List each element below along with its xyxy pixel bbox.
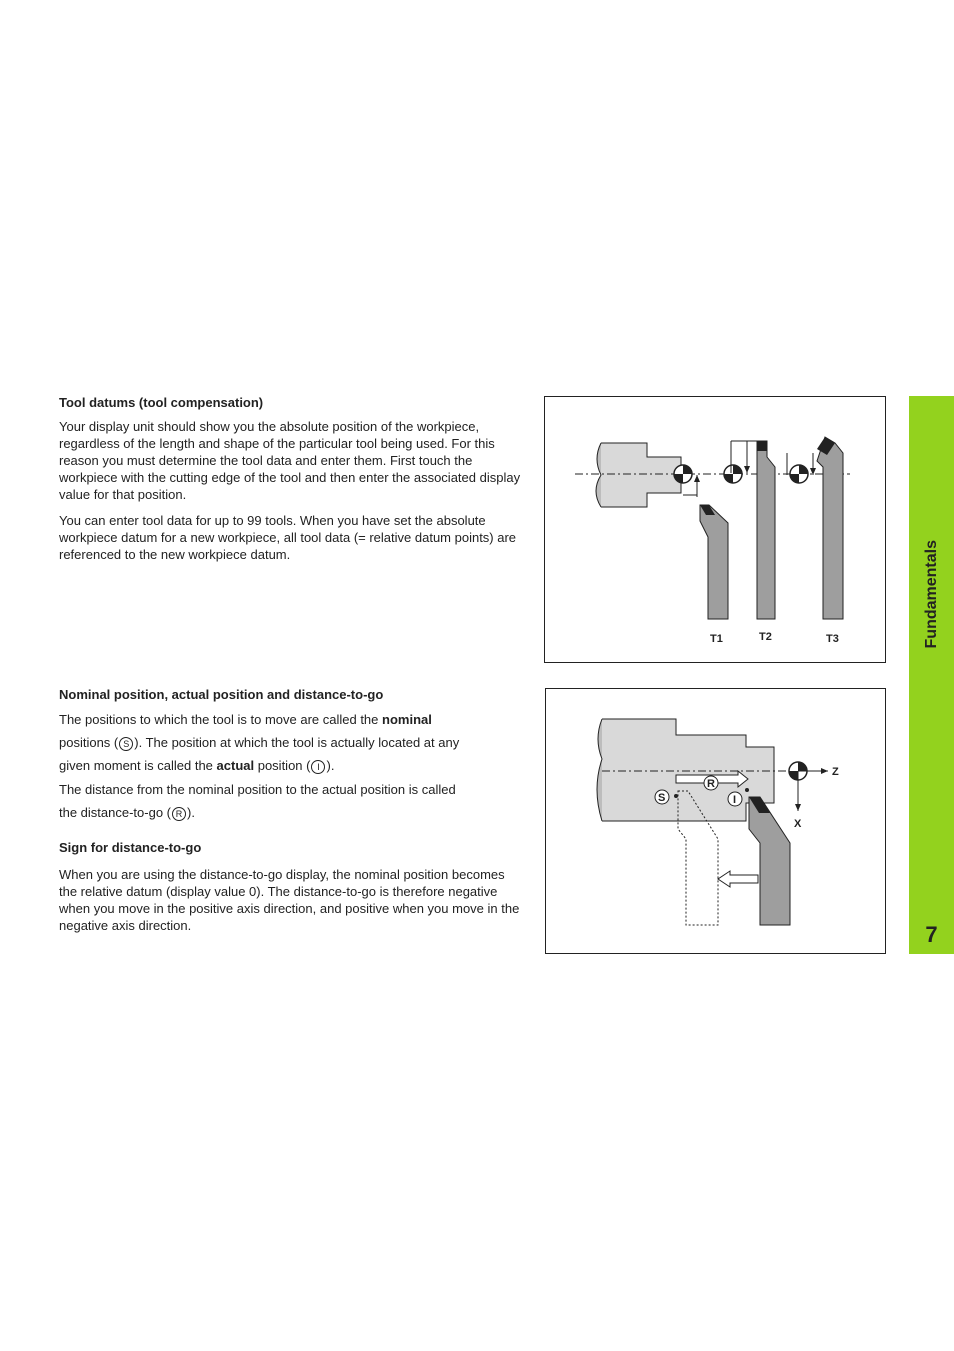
paragraph-nominal-actual-1: The positions to which the tool is to move are called the nominal positions ( S ). The position at which the tool is actually located at any given moment is called the actual position ( I ).: [59, 712, 460, 773]
label-t1: T1: [710, 633, 723, 645]
symbol-s: S: [119, 737, 133, 751]
label-r: R: [707, 778, 715, 790]
figure-tool-datums: [544, 396, 886, 663]
chapter-label: Fundamentals: [923, 540, 940, 649]
paragraph-sign-distance: When you are using the distance-to-go display, the nominal position becomes the relative datum (display value 0). The distance-to-go is therefore negative when you move in the positive axis direction, and positive when you move in the negative axis direction.: [59, 867, 520, 933]
symbol-r: R: [172, 807, 186, 821]
page-number: 7: [925, 922, 938, 947]
paragraph-tool-datums-1: Your display unit should show you the absolute position of the workpiece, regardless of the length and shape of the particular tool being used. For this reason you must determine the tool data and enter them. First touch the workpiece with the cutting edge of the tool and then enter the associated display value for that position.: [59, 419, 521, 502]
chapter-sidebar: [909, 396, 954, 954]
figure-distance-to-go: [545, 688, 886, 954]
label-i: I: [733, 794, 737, 806]
label-z: Z: [832, 766, 839, 778]
label-t2: T2: [759, 631, 772, 643]
heading-sign-distance: Sign for distance-to-go: [59, 840, 202, 855]
symbol-i: I: [311, 760, 325, 774]
datum-symbol: [674, 465, 692, 483]
paragraph-nominal-actual-2: The distance from the nominal position to the actual position is called the distance-to-go ( R ).: [59, 782, 456, 820]
label-s: S: [658, 792, 666, 804]
label-x: X: [794, 818, 802, 830]
heading-nominal-actual: Nominal position, actual position and distance-to-go: [59, 687, 384, 702]
label-t3: T3: [826, 633, 839, 645]
heading-tool-datums: Tool datums (tool compensation): [59, 395, 264, 410]
paragraph-tool-datums-2: You can enter tool data for up to 99 tools. When you have set the absolute workpiece datum for a new workpiece, all tool data (= relative datum points) are referenced to the new workpiece datum.: [59, 513, 517, 562]
